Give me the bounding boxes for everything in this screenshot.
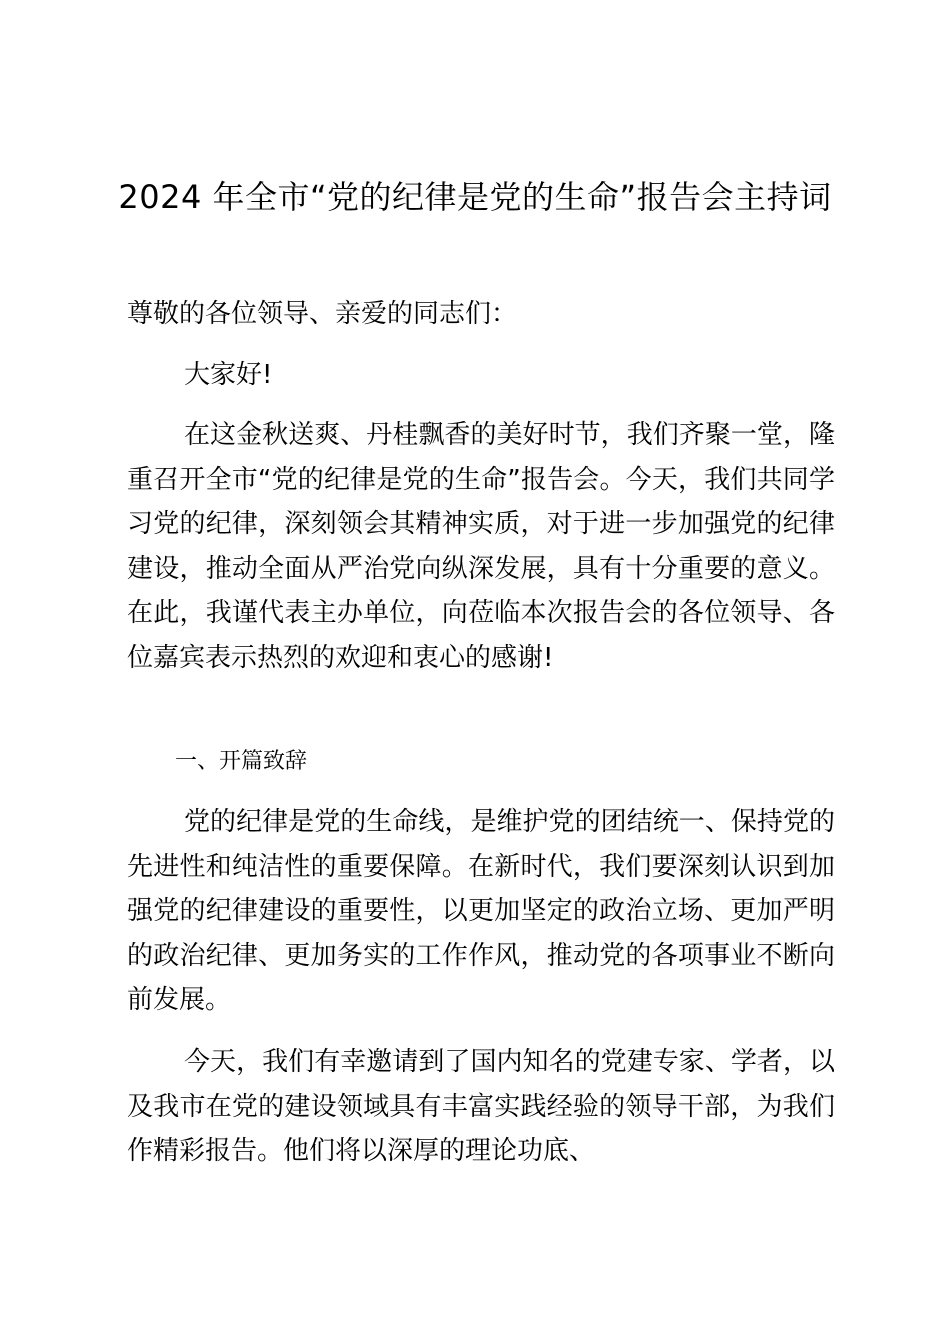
paragraph-discipline: 党的纪律是党的生命线，是维护党的团结统一、保持党的先进性和纯洁性的重要保障。在新时代，我们要深刻认识到加强党的纪律建设的重要性，以更加坚定的政治立场、更加严明的政治纪律、更加务实的工作作风，推动党的各项事业不断向前发展。 <box>127 807 835 1015</box>
salutation: 尊敬的各位领导、亲爱的同志们： <box>127 299 518 329</box>
paragraph-speakers: 今天，我们有幸邀请到了国内知名的党建专家、学者，以及我市在党的建设领域具有丰富实践经验的领导干部，为我们作精彩报告。他们将以深厚的理论功底、 <box>127 1047 835 1166</box>
greeting: 大家好! <box>184 360 273 390</box>
section-heading: 一、开篇致辞 <box>175 749 308 774</box>
document-title: 2024 年全市“党的纪律是党的生命”报告会主持词 <box>118 178 832 216</box>
paragraph-opening: 在这金秋送爽、丹桂飘香的美好时节，我们齐聚一堂，隆重召开全市“党的纪律是党的生命”报告会。今天，我们共同学习党的纪律，深刻领会其精神实质，对于进一步加强党的纪律建设，推动全面从严治党向纵深发展，具有十分重要的意义。在此，我谨代表主办单位，向莅临本次报告会的各位领导、各位嘉宾表示热烈的欢迎和衷心的感谢! <box>127 420 835 673</box>
